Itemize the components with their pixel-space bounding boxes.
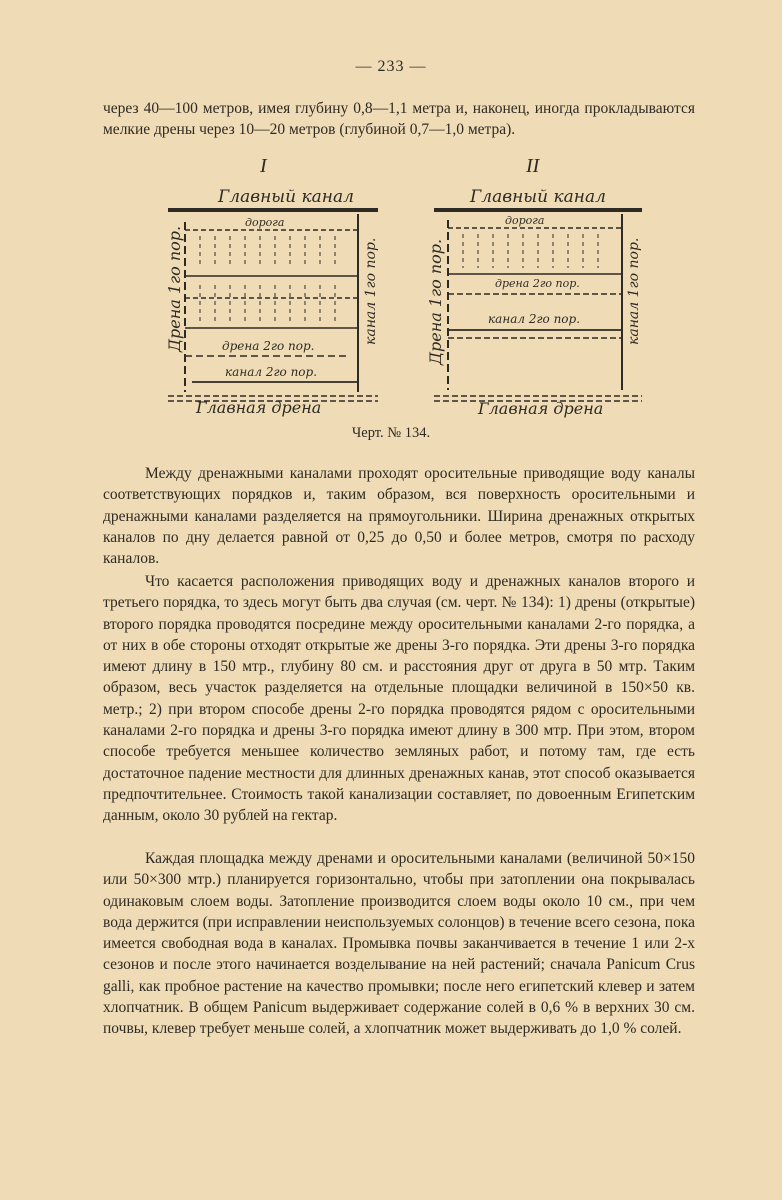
- diagram-one-main-drain-label: Главная дрена: [196, 398, 322, 417]
- diagram-one-right-side-label: канал 1го пор.: [363, 237, 379, 345]
- diagram-two-road-label: дорога: [505, 214, 545, 227]
- paragraph-1: Между дренажными каналами проходят оросительные приводящие воду каналы соответствующих порядков и, таким образом, вся поверхность оросительными и дренажными каналами разделяется на прямоугольники. Ширина дренажных открытых каналов по дну делается равной от 0,25 до 0,50 и более метров, смотря по расходу каналов.: [103, 465, 695, 568]
- intro-paragraph: через 40—100 метров, имея глубину 0,8—1,1 метра и, наконец, иногда прокладываются мелкие дрены через 10—20 метров (глубиной 0,7—1,0 метра).: [103, 100, 695, 139]
- diagram-two-numeral: II: [526, 155, 540, 177]
- diagram-two-right-side-label: канал 1го пор.: [626, 237, 642, 345]
- diagram-one-left-side-label: Дрена 1го пор.: [165, 225, 184, 352]
- paragraph-2: Что касается расположения приводящих воду и дренажных каналов второго и третьего порядка, то здесь могут быть два случая (см. черт. № 134): 1) дрены (открытые) второго порядка проводятся посредине между оросительными каналами 2-го порядка, а от них в обе стороны отходят открытые же дрены 3-го порядка. Эти дрены 3-го порядка имеют длину в 150 мтр., глубину 80 см. и расстояния друг от друга в 50 мтр. Таким образом, весь участок разделяется на отдельные площадки величиной в 150×50 кв. метр.; 2) при втором способе дрены 2-го порядка проводятся рядом с оросительными каналами 2-го порядка и дрены 3-го порядка имеют длину в 300 мтр. При этом, втором способе требуется меньшее количество земляных работ, и потому там, где есть достаточное падение местности для длинных дренажных канав, этот способ оказывается предпочтительнее. Стоимость такой канализации составляет, по довоенным Египетским данным, около 30 рублей на гектар.: [103, 573, 695, 825]
- diagram-one-numeral: I: [260, 155, 267, 177]
- paragraph-3: Каждая площадка между дренами и оросительными каналами (величиной 50×150 или 50×300 мтр.) планируется горизонтально, чтобы при затоплении она покрывалась одинаковым слоем воды. Затопление производится слоем воды около 10 см., при чем вода держится (при исправлении неиспользуемых солонцов) в течение всего сезона, пока имеется свободная вода в каналах. Промывка почвы заканчивается в течение 1 или 2-х сезонов и после этого начинается возделывание на ней растений; сначала Panicum Crus galli, как пробное растение на качество промывки; после него египетский клевер и затем хлопчатник. В общем Panicum выдерживает содержание солей в 0,6 % в верхних 30 см. почвы, клевер требует меньше солей, а хлопчатник может выдерживать до 1,0 % солей.: [103, 850, 695, 1038]
- diagram-two-canal2-label: канал 2го пор.: [488, 312, 581, 326]
- diagram-one: [165, 155, 379, 417]
- diagram-two: [426, 155, 642, 418]
- diagram-two-main-drain-label: Главная дрена: [478, 399, 604, 418]
- diagram-two-drain2-label: дрена 2го пор.: [495, 277, 580, 290]
- figure-134: [0, 145, 782, 425]
- diagram-two-left-side-label: Дрена 1го пор.: [426, 238, 445, 365]
- diagram-one-drain2-label: дрена 2го пор.: [222, 339, 315, 353]
- figure-caption: Черт. № 134.: [351, 425, 431, 441]
- page-number: — 233 —: [355, 58, 427, 75]
- diagram-one-main-canal-label: Главный канал: [218, 187, 354, 207]
- diagram-one-road-label: дорога: [245, 216, 285, 229]
- diagram-one-canal2-label: канал 2го пор.: [225, 365, 318, 379]
- diagram-two-main-canal-label: Главный канал: [470, 187, 606, 207]
